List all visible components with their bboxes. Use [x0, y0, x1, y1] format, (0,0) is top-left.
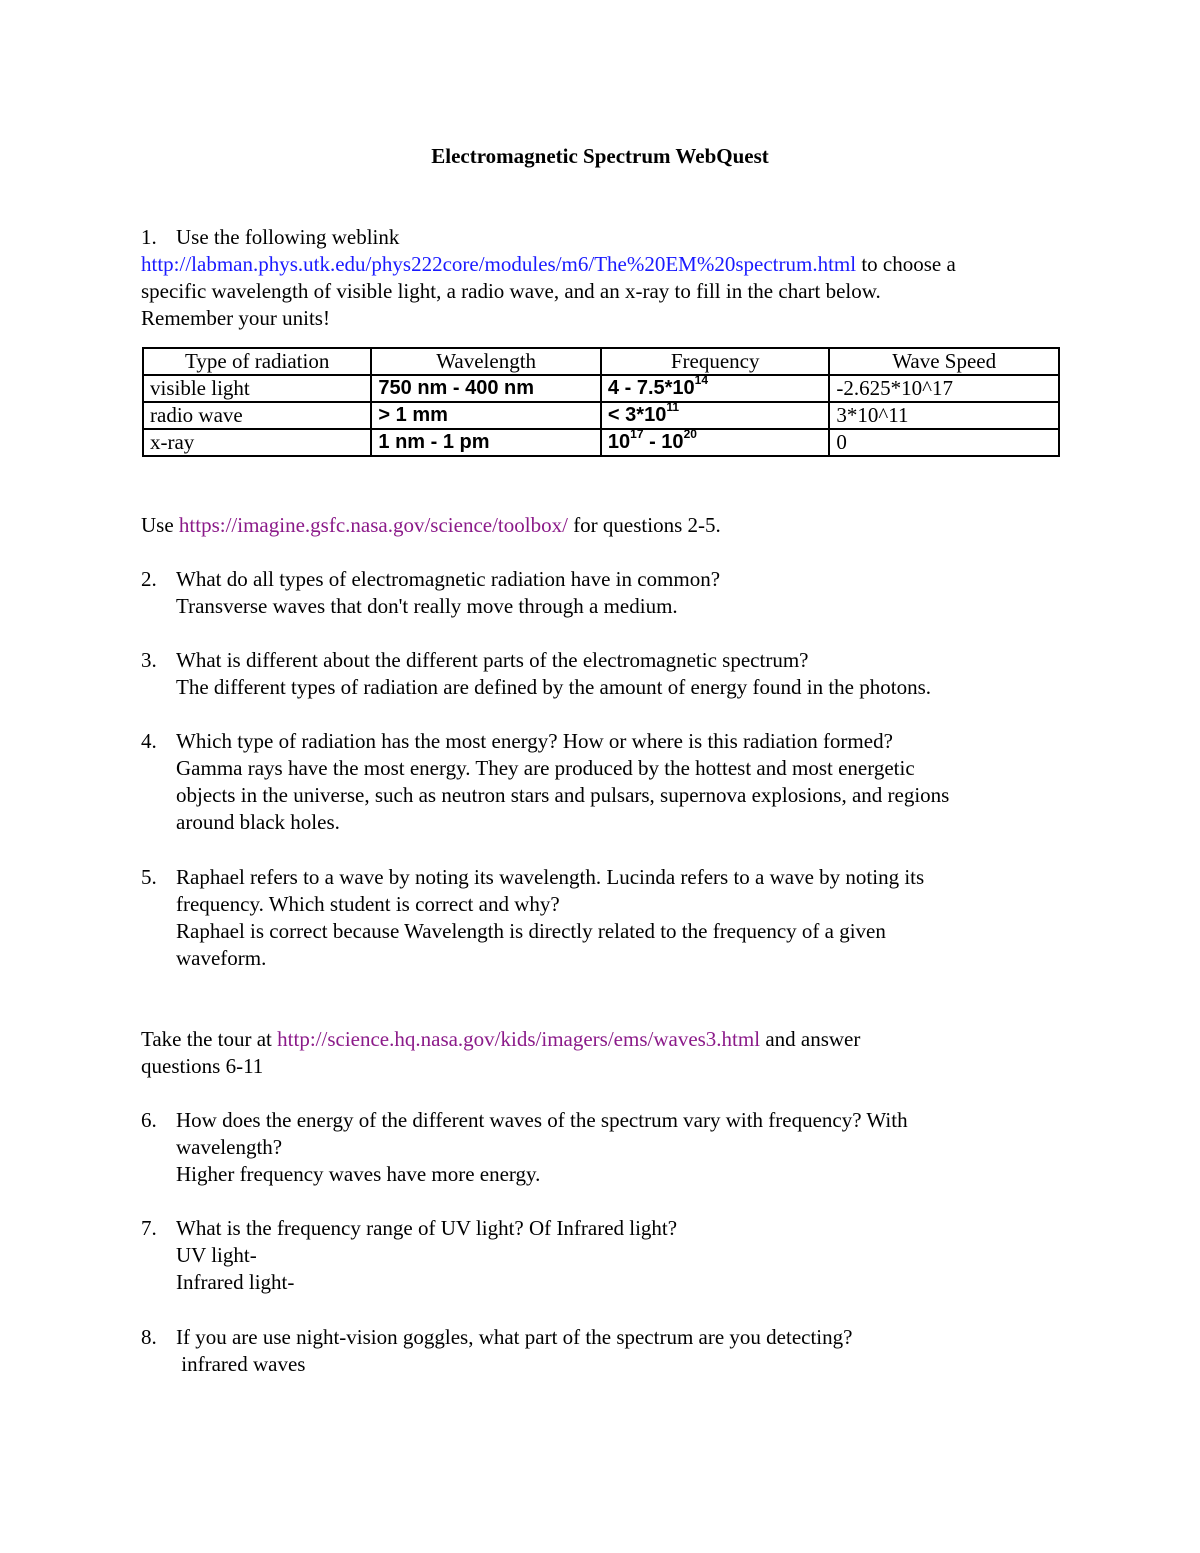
table-row: [143, 402, 1059, 429]
cell-frequency: $4 - 7.5*10^{14}$: [601, 375, 829, 402]
tour-line: Take the tour at http://science.hq.nasa.gov/kids/imagers/ems/waves3.html and answer questions 6-11: [141, 1027, 861, 1078]
answer-text: waveform.: [176, 946, 267, 970]
question-text: How does the energy of the different waves of the spectrum vary with frequency? With: [176, 1108, 908, 1132]
question-number: 3.: [141, 648, 157, 672]
answer-text: Raphael is correct because Wavelength is directly related to the frequency of a given: [176, 919, 886, 943]
cell-type: x-ray: [143, 429, 371, 456]
question-text: What do all types of electromagnetic radiation have in common?: [176, 567, 721, 591]
question-text: If you are use night-vision goggles, what part of the spectrum are you detecting?: [176, 1325, 853, 1349]
question-3: [141, 647, 1071, 701]
question-4: [141, 728, 1071, 836]
page-title: Electromagnetic Spectrum WebQuest: [431, 144, 769, 168]
question-text: What is the frequency range of UV light? Of Infrared light?: [176, 1216, 678, 1240]
question-8: [141, 1324, 1071, 1378]
question-text: What is different about the different parts of the electromagnetic spectrum?: [176, 648, 809, 672]
question-number: 5.: [141, 865, 157, 889]
answer-text: infrared waves: [176, 1352, 306, 1376]
radiation-table: [142, 347, 1060, 457]
labman-link[interactable]: http://labman.phys.utk.edu/phys222core/modules/m6/The%20EM%20spectrum.html: [141, 252, 857, 276]
answer-text: Transverse waves that don't really move through a medium.: [176, 594, 678, 618]
use-line: Use https://imagine.gsfc.nasa.gov/science/toolbox/ for questions 2-5.: [141, 513, 721, 537]
question-text-line4: Remember your units!: [141, 306, 330, 330]
question-1: [141, 224, 1071, 332]
question-5: [141, 864, 1071, 972]
cell-wave-speed: -2.625*10^17: [829, 375, 1059, 402]
header-type: Type of radiation: [143, 348, 371, 375]
answer-text: Infrared light-: [176, 1270, 295, 1294]
question-6: [141, 1107, 1071, 1188]
science-nasa-link[interactable]: http://science.hq.nasa.gov/kids/imagers/ems/waves3.html: [277, 1027, 761, 1051]
answer-text: Higher frequency waves have more energy.: [176, 1162, 541, 1186]
cell-wavelength: 750 nm - 400 nm: [371, 375, 601, 402]
answer-text: Gamma rays have the most energy. They are produced by the hottest and most energetic: [176, 756, 915, 780]
answer-text: around black holes.: [176, 810, 340, 834]
question-text: wavelength?: [176, 1135, 283, 1159]
cell-type: visible light: [143, 375, 371, 402]
table-row: [143, 429, 1059, 456]
question-number: 7.: [141, 1216, 157, 1240]
answer-text: objects in the universe, such as neutron stars and pulsars, supernova explosions, and regions: [176, 783, 950, 807]
cell-wavelength: 1 nm - 1 pm: [371, 429, 601, 456]
cell-frequency: < $3*10^{11}$: [601, 402, 829, 429]
imagine-nasa-link[interactable]: https://imagine.gsfc.nasa.gov/science/toolbox/: [178, 513, 568, 537]
header-wave-speed: Wave Speed: [829, 348, 1059, 375]
question-number: 6.: [141, 1108, 157, 1132]
question-text: Raphael refers to a wave by noting its wavelength. Lucinda refers to a wave by noting its: [176, 865, 925, 889]
question-number: 2.: [141, 567, 157, 591]
header-frequency: Frequency: [601, 348, 829, 375]
question-text-cont: to choose a: [856, 252, 956, 276]
question-number: 4.: [141, 729, 157, 753]
cell-wavelength: > 1 mm: [371, 402, 601, 429]
cell-wave-speed: 3*10^11: [829, 402, 1059, 429]
question-7: [141, 1215, 1071, 1296]
cell-type: radio wave: [143, 402, 371, 429]
table-row: [143, 375, 1059, 402]
question-number: 8.: [141, 1325, 157, 1349]
cell-frequency: $10^{17} - 10^{20}$: [601, 429, 829, 456]
question-text: frequency. Which student is correct and why?: [176, 892, 560, 916]
answer-text: UV light-: [176, 1243, 257, 1267]
question-text: Use the following weblink: [176, 225, 400, 249]
table-header-row: [143, 348, 1059, 375]
question-text-line3: specific wavelength of visible light, a radio wave, and an x-ray to fill in the chart below.: [141, 279, 881, 303]
question-2: [141, 566, 1071, 620]
question-text: Which type of radiation has the most energy? How or where is this radiation formed?: [176, 729, 893, 753]
header-wavelength: Wavelength: [371, 348, 601, 375]
question-number: 1.: [141, 225, 157, 249]
answer-text: The different types of radiation are defined by the amount of energy found in the photons.: [176, 675, 932, 699]
cell-wave-speed: 0: [829, 429, 1059, 456]
